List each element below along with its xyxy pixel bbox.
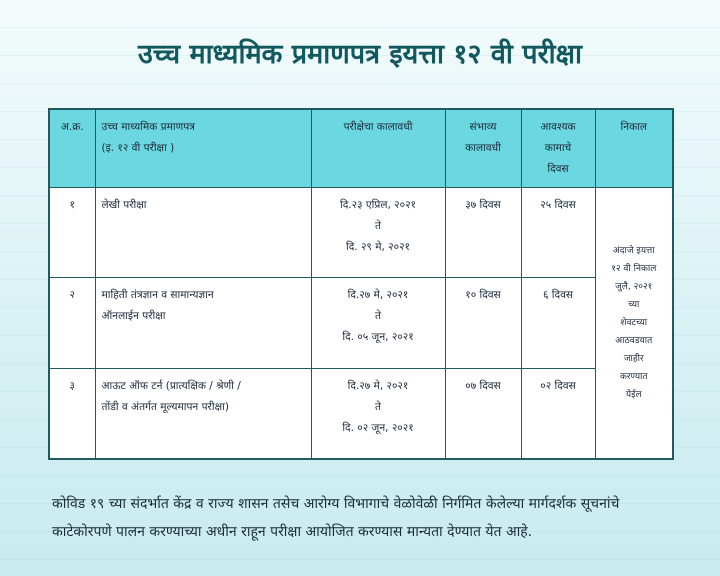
header-result — [595, 109, 673, 188]
row-exam — [95, 188, 311, 278]
table-row — [49, 278, 673, 368]
row-period-from: दि.२७ मे, २०२१ — [347, 289, 409, 302]
row-period-to: दि. २९ मे, २०२१ — [345, 241, 411, 253]
header-period — [311, 109, 445, 188]
result-line: करण्यात — [619, 372, 648, 382]
row-sr: ३ — [49, 368, 95, 459]
row-period-to-word: ते — [375, 220, 381, 232]
row-exam — [95, 368, 311, 459]
header-result-label: निकाल — [620, 121, 647, 133]
header-exam-line2: (इ. १२ वी परीक्षा ) — [101, 142, 175, 154]
row-period-to: दि. ०५ जून, २०२१ — [342, 331, 414, 344]
header-exam-line1: उच्च माध्यमिक प्रमाणपत्र — [101, 121, 195, 133]
row-exam — [95, 278, 311, 368]
table-header-row — [49, 109, 673, 188]
result-line: च्या — [628, 300, 640, 310]
page-title: उच्च माध्यमिक प्रमाणपत्र इयत्ता १२ वी परीक्षा — [138, 39, 582, 70]
row-exam-line1: माहिती तंत्रज्ञान व सामान्यज्ञान — [101, 289, 214, 302]
header-period-label: परीक्षेचा कालावधी — [343, 121, 413, 133]
row-period-to: दि. ०२ जून, २०२१ — [342, 421, 414, 434]
row-period-to-word: ते — [375, 400, 381, 413]
row-period — [311, 188, 445, 278]
exam-schedule-table-container — [48, 108, 672, 460]
result-line: आठवडयात — [615, 336, 653, 346]
row-likely: ०७ दिवस — [445, 368, 521, 459]
result-line: जुलै, २०२१ — [615, 282, 653, 292]
header-days-line1: आवश्यक — [540, 121, 576, 133]
result-line: १२ वी निकाल — [611, 264, 657, 274]
row-period — [311, 368, 445, 459]
row-likely: ३७ दिवस — [445, 188, 521, 278]
header-days-line2: कामाचे — [544, 142, 572, 154]
header-days — [521, 109, 595, 188]
result-line: शेवटच्या — [620, 318, 648, 328]
header-exam — [95, 109, 311, 188]
row-exam-line1: लेखी परीक्षा — [101, 199, 147, 211]
header-sr-label: अ.क्र. — [60, 121, 84, 133]
footnote-text: कोविड १९ च्या संदर्भात केंद्र व राज्य शासन तसेच आरोग्य विभागाचे वेळोवेळी निर्गमित केलेल्या मार्गदर्शक सूचनांचे काटेकोरपणे पालन करण्याच्या अधीन राहून परीक्षा आयोजित करण्यास मान्यता देण्यात येत आहे. — [52, 496, 620, 540]
row-period-to-word: ते — [375, 310, 381, 323]
result-line: येईल — [625, 390, 642, 400]
header-likely-line1: संभाव्य — [469, 121, 497, 133]
row-sr: १ — [49, 188, 95, 278]
header-sr — [49, 109, 95, 188]
header-likely — [445, 109, 521, 188]
row-sr: २ — [49, 278, 95, 368]
row-period-from: दि.२७ मे, २०२१ — [347, 379, 409, 392]
result-cell — [595, 188, 673, 460]
row-days: २५ दिवस — [521, 188, 595, 278]
row-days: ६ दिवस — [521, 278, 595, 368]
header-days-line3: दिवस — [547, 163, 569, 175]
exam-schedule-table — [48, 108, 674, 460]
table-row — [49, 188, 673, 278]
result-line: अंदाजे इयत्ता — [612, 246, 655, 256]
row-exam-line2: ऑनलाईन परीक्षा — [101, 310, 166, 323]
row-exam-line1: आऊट ऑफ टर्न (प्रात्यक्षिक / श्रेणी / — [101, 379, 241, 392]
row-days: ०२ दिवस — [521, 368, 595, 459]
row-period — [311, 278, 445, 368]
result-line: जाहीर — [623, 354, 644, 364]
row-period-from: दि.२३ एप्रिल, २०२१ — [339, 199, 417, 211]
header-likely-line2: कालावधी — [465, 142, 501, 154]
row-exam-line2: तोंडी व अंतर्गत मूल्यमापन परीक्षा) — [101, 400, 229, 413]
table-row — [49, 368, 673, 459]
row-likely: १० दिवस — [445, 278, 521, 368]
